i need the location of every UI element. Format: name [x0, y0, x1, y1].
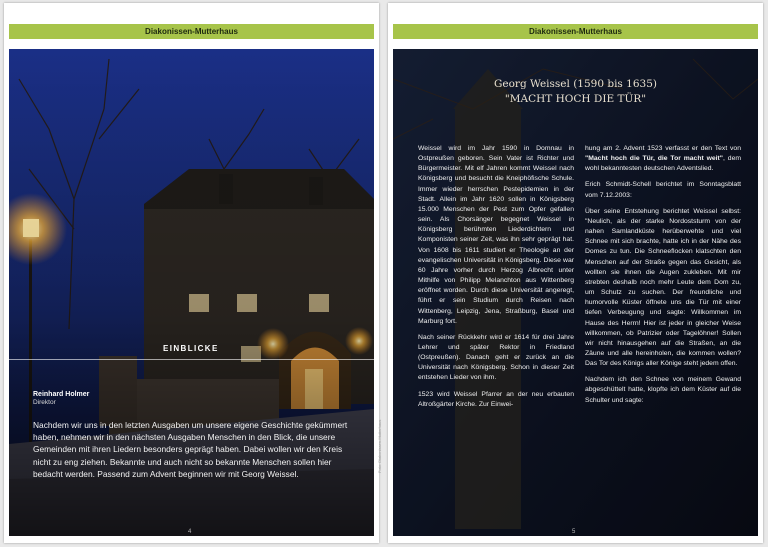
page-number-left: 4 — [188, 529, 192, 535]
photo-credit: Foto: Diakonissen-Mutterhaus — [377, 419, 382, 473]
intro-text: Nachdem wir uns in den letzten Ausgaben um unsere eigene Geschichte gekümmert haben, nehmen wir in den nächsten Ausgaben Menschen in den Blick, die unsere Gemeinden mit ihren Liedern besonders geprägt haben. Dabei wollen wir den Kreis nicht zu eng ziehen. Bekannte und auch nicht so bekannte Menschen sollen hier bedacht werden. Passend zum Advent beginnen wir mit Georg Weissel. — [33, 420, 348, 479]
paragraph: Weissel wird im Jahr 1590 in Domnau in Ostpreußen geboren. Sein Vater ist Richter und Bürgermeister. Mit elf Jahren kommt Weissel nach Königsberg und besucht die Kneiphöfische Schule. Immer wieder herrschen Pestepidemien in der Stadt. Allein im Jahr 1620 sollen in Königsberg 15.000 Menschen der Pest zum Opfer gefallen sein. Als Chorsänger begegnet Weissel in Königsberg berühmten Liederdichtern und Komponisten seiner Zeit, was ihn sehr geprägt hat. Von 1608 bis 1611 studiert er Theologie an der evangelischen Universität in Königsberg. Diese war 60 Jahre vorher durch Herzog Albrecht unter Mithilfe von Philipp Melanchton aus Wittenberg eröffnet worden. Durch diese Universität angeregt, führt er sein Studium durch Reisen nach Wittenberg, Leipzig, Jena, Straßburg, Basel und Marburg fort. — [418, 145, 574, 325]
paragraph: 1523 wird Weissel Pfarrer an der neu erbauten Altroßgärter Kirche. Zur Einwei- — [418, 390, 574, 408]
text-column-1 — [418, 144, 574, 416]
paragraph: Nachdem ich den Schnee von meinem Gewand abgeschüttelt hatte, klopfte ich dem Küster auf die Schulter und sagte: — [585, 376, 741, 404]
article-title — [393, 77, 758, 107]
author-role: Direktor — [33, 399, 56, 406]
section-label: EINBLICKE — [163, 344, 219, 353]
header-bar-right: Diakonissen-Mutterhaus — [393, 24, 758, 39]
paragraph: Nach seiner Rückkehr wird er 1614 für drei Jahre Lehrer und später Rektor in Friedland (Ostpreußen). Danach geht er zurück an die Universität nach Königsberg. Schon in dieser Zeit entstehen Lieder von ihm. — [418, 333, 574, 382]
paragraph — [585, 144, 741, 174]
dark-tower-photo — [393, 49, 758, 536]
header-bar-left: Diakonissen-Mutterhaus — [9, 24, 374, 39]
paragraph-part: , dem wohl bekanntesten deutschen Adventslied. — [585, 155, 742, 173]
song-title-bold: "Macht hoch die Tür, die Tor macht weit" — [585, 155, 724, 163]
divider-line — [9, 359, 374, 360]
left-page — [4, 3, 382, 543]
right-page — [388, 3, 763, 543]
page-number-right: 5 — [572, 529, 576, 535]
night-gatehouse-photo — [9, 49, 374, 536]
paragraph: Über seine Entstehung berichtet Weissel selbst: "Neulich, als der starke Nordoststurm von der nahen Samlandküste herüberwehte und viel Schnee mit sich brachte, hatte ich in der Nähe des Domes zu tun. Die Schneeflocken klatschten den Menschen auf der Straße gegen das Gesicht, als wollten sie ihnen die Augen zukleben. Mit mir strebten deshalb noch mehr Leute dem Dom zu, um Schutz zu suchen. Der freundliche und humorvolle Küster öffnete uns die Tür mit einer tiefen Verbeugung und sagte: Willkommen im Hause des Herrn! Hier ist jeder in gleicher Weise willkommen, ob Patrizier oder Tagelöhner! Sollen wir nicht hinausgehen auf die Straßen, an die Zäune und alle hereinholen, die kommen wollen? Das Tor des Königs aller Könige steht jedem offen. — [585, 207, 741, 368]
paragraph-part: hung am 2. Advent 1523 verfasst er den Text von — [585, 145, 741, 152]
paragraph: Erich Schmidt-Schell berichtet im Sonntagsblatt vom 7.12.2003: — [585, 181, 741, 199]
author-name: Reinhard Holmer — [33, 391, 90, 398]
title-line-1: Georg Weissel (1590 bis 1635) — [494, 78, 657, 90]
text-column-2 — [585, 144, 741, 412]
title-line-2: "MACHT HOCH DIE TÜR" — [504, 93, 647, 105]
